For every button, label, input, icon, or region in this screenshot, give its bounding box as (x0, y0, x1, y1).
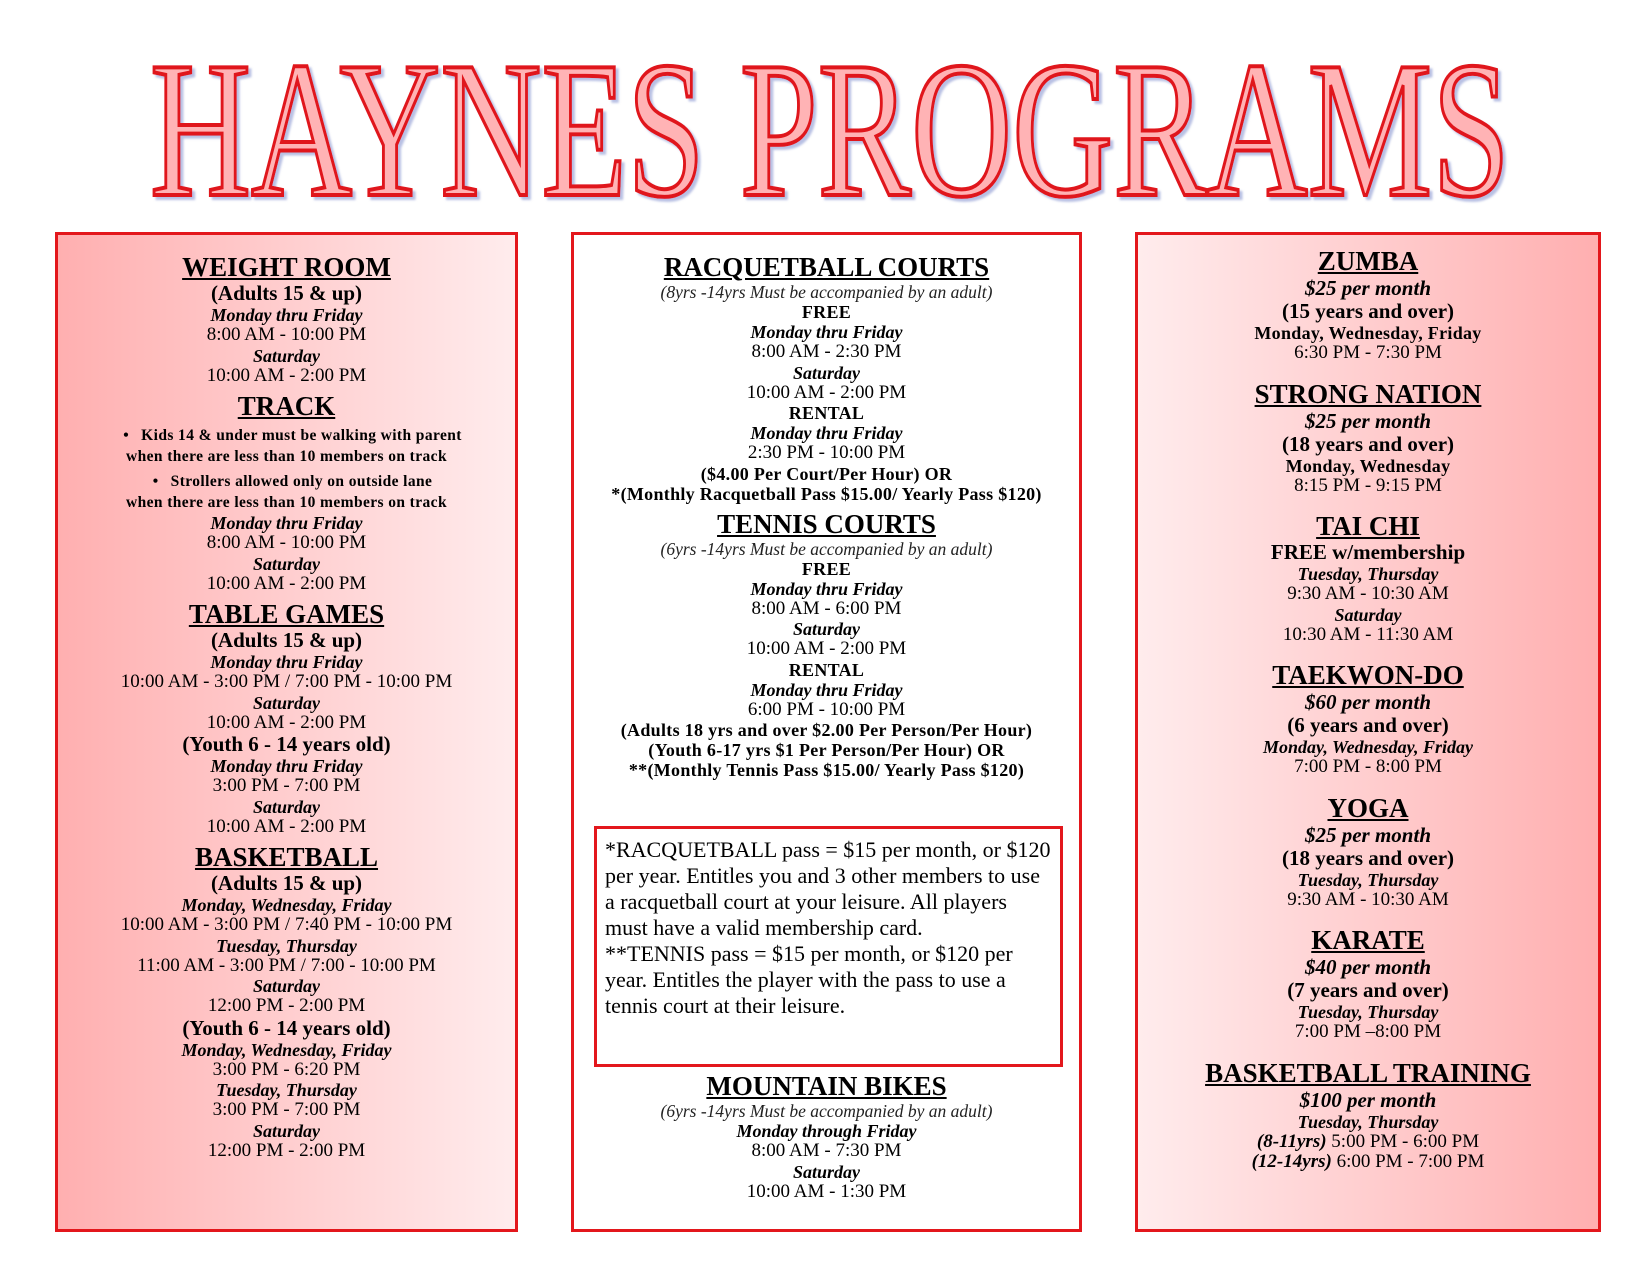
time-range: 10:00 AM - 2:00 PM (746, 381, 907, 403)
days-label: Saturday (252, 692, 321, 713)
days-label: Tuesday, Thursday (216, 935, 357, 956)
audience-label: (Adults 15 & up) (210, 628, 363, 652)
days-label: Monday thru Friday (750, 578, 903, 599)
days-label: Monday thru Friday (750, 423, 903, 443)
time-range: 10:00 AM - 2:00 PM (206, 364, 367, 386)
info-line: Monday, Wednesday, Friday (1254, 323, 1482, 343)
days-label: Saturday (252, 345, 321, 366)
info-line: (Youth 6-17 yrs $1 Per Person/Per Hour) OR (648, 740, 1005, 760)
section-heading: ZUMBA (1317, 246, 1419, 276)
time-range: 8:15 PM - 9:15 PM (1294, 474, 1442, 496)
age-note: (6yrs -14yrs Must be accompanied by an adult) (660, 538, 993, 559)
days-label: Monday thru Friday (210, 305, 363, 325)
info-line: **(Monthly Tennis Pass $15.00/ Yearly Pass $120) (628, 760, 1025, 780)
tennis-pass-note: **TENNIS pass = $15 per month, or $120 per year. Entitles the player with the pass to use a tennis court at their leisure. (605, 941, 1013, 1018)
bullet-icon: • (152, 473, 159, 490)
track-rule: when there are less than 10 members on track (126, 448, 447, 465)
time-range: 12:00 PM - 2:00 PM (207, 995, 366, 1016)
age-note: (8yrs -14yrs Must be accompanied by an adult) (660, 282, 993, 302)
audience-label: (Adults 15 & up) (210, 871, 363, 895)
mountain-bikes-section (574, 1066, 1079, 1202)
days-label: Monday thru Friday (210, 513, 363, 533)
days-label: Monday thru Friday (750, 322, 903, 342)
time-range: 10:00 AM - 2:00 PM (206, 572, 367, 594)
bullet-icon: • (123, 427, 130, 444)
age-group-label: (8-11yrs) (1256, 1130, 1327, 1152)
time-range: 6:30 PM - 7:30 PM (1294, 342, 1442, 363)
section-heading: WEIGHT ROOM (182, 252, 391, 282)
time-range: 6:00 PM - 7:00 PM (1331, 1151, 1485, 1172)
time-range: 10:00 AM - 1:30 PM (746, 1180, 907, 1202)
age-group-time (1138, 1132, 1598, 1153)
time-range: 5:00 PM - 6:00 PM (1326, 1130, 1480, 1152)
info-line: Monday, Wednesday (1285, 455, 1451, 476)
audience-label: (7 years and over) (1287, 978, 1449, 1002)
days-label: Monday, Wednesday, Friday (181, 895, 392, 915)
time-range: 6:00 PM - 10:00 PM (747, 698, 906, 720)
time-range: 10:00 AM - 3:00 PM / 7:00 PM - 10:00 PM (120, 671, 453, 692)
time-range: 12:00 PM - 2:00 PM (207, 1139, 366, 1161)
track-rule-text: Strollers allowed only on outside lane (170, 473, 433, 490)
days-label: Monday through Friday (736, 1121, 917, 1141)
days-label: Tuesday, Thursday (1297, 564, 1439, 584)
section-heading: KARATE (1311, 925, 1425, 955)
time-range: 7:00 PM –8:00 PM (1294, 1021, 1442, 1042)
days-label: Tuesday, Thursday (1297, 869, 1439, 890)
time-range: 9:30 AM - 10:30 AM (1287, 583, 1449, 604)
age-group-label: (12-14yrs) (1251, 1151, 1332, 1172)
days-label: Saturday (252, 796, 321, 817)
audience-label: (Youth 6 - 14 years old) (182, 1015, 391, 1040)
right-panel-classes (1135, 232, 1601, 1232)
audience-label: (18 years and over) (1281, 845, 1455, 870)
days-label: Tuesday, Thursday (1297, 1002, 1439, 1022)
time-range: 8:00 AM - 10:00 PM (206, 532, 367, 553)
section-heading: TAEKWON-DO (1272, 660, 1464, 690)
info-line: ($4.00 Per Court/Per Hour) OR (700, 463, 953, 484)
track-rule: when there are less than 10 members on track (126, 494, 447, 511)
time-range: 10:00 AM - 2:00 PM (206, 711, 367, 733)
section-heading: BASKETBALL (194, 842, 379, 872)
title-text: HAYNES PROGRAMS (150, 40, 1510, 215)
section-heading: TENNIS COURTS (717, 508, 936, 539)
time-range: 7:00 PM - 8:00 PM (1294, 756, 1442, 777)
time-range: 10:00 AM - 2:00 PM (206, 815, 367, 837)
days-label: Monday, Wednesday, Friday (181, 1039, 392, 1060)
price-label: $100 per month (1299, 1087, 1437, 1112)
days-label: Saturday (252, 1120, 321, 1141)
time-range: 3:00 PM - 7:00 PM (212, 775, 361, 796)
left-panel-programs (55, 232, 518, 1232)
section-heading: TAI CHI (1316, 511, 1420, 541)
time-range: 8:00 AM - 2:30 PM (751, 341, 902, 362)
audience-label: (6 years and over) (1287, 713, 1449, 737)
time-range: 10:30 AM - 11:30 AM (1282, 623, 1454, 645)
days-label: Tuesday, Thursday (1297, 1111, 1439, 1132)
section-heading: STRONG NATION (1254, 378, 1482, 409)
days-label: Saturday (792, 1161, 861, 1182)
audience-label: FREE w/membership (1270, 540, 1466, 564)
info-line: RENTAL (788, 403, 865, 423)
days-label: Monday, Wednesday, Friday (1263, 737, 1473, 757)
time-range: 9:30 AM - 10:30 AM (1287, 888, 1449, 910)
price-label: $40 per month (1304, 955, 1432, 979)
time-range: 8:00 AM - 10:00 PM (206, 324, 367, 345)
age-group-time (1138, 1152, 1598, 1173)
days-label: Saturday (792, 619, 861, 639)
price-label: $25 per month (1304, 408, 1432, 433)
time-range: 10:00 AM - 3:00 PM / 7:40 PM - 10:00 PM (120, 914, 453, 935)
section-heading: BASKETBALL TRAINING (1205, 1057, 1531, 1088)
time-range: 10:00 AM - 2:00 PM (746, 638, 907, 659)
price-label: $60 per month (1304, 690, 1432, 714)
price-label: $25 per month (1304, 276, 1432, 300)
track-rule-text: Kids 14 & under must be walking with parent (141, 427, 462, 444)
days-label: Saturday (252, 976, 321, 996)
section-heading: TRACK (237, 391, 336, 421)
pass-note-box (594, 826, 1063, 1067)
days-label: Monday thru Friday (210, 652, 363, 672)
age-note: (6yrs -14yrs Must be accompanied by an adult) (660, 1101, 993, 1121)
info-line: RENTAL (788, 659, 865, 680)
section-heading: TABLE GAMES (188, 599, 385, 629)
price-label: $25 per month (1304, 822, 1432, 847)
time-range: 3:00 PM - 7:00 PM (212, 1099, 361, 1120)
info-line: FREE (801, 558, 852, 579)
time-range: 8:00 AM - 7:30 PM (751, 1140, 902, 1161)
audience-label: (18 years and over) (1281, 431, 1455, 456)
days-label: Tuesday, Thursday (216, 1080, 357, 1100)
time-range: 2:30 PM - 10:00 PM (747, 442, 906, 463)
section-heading: YOGA (1327, 792, 1409, 823)
page-title (140, 40, 1520, 215)
time-range: 11:00 AM - 3:00 PM / 7:00 - 10:00 PM (137, 954, 436, 976)
audience-label: (Youth 6 - 14 years old) (182, 732, 391, 756)
section-heading: MOUNTAIN BIKES (706, 1071, 947, 1101)
days-label: Monday thru Friday (750, 679, 903, 700)
info-line: FREE (801, 302, 852, 322)
days-label: Saturday (1334, 604, 1402, 625)
audience-label: (15 years and over) (1281, 299, 1455, 323)
days-label: Saturday (792, 362, 861, 383)
racquetball-pass-note: *RACQUETBALL pass = $15 per month, or $120 per year. Entitles you and 3 other members to use a racquetball court at your leisure. All players must have a valid membership card. (605, 837, 1051, 940)
track-rule-bullet (58, 425, 515, 446)
info-line: (Adults 18 yrs and over $2.00 Per Person/Per Hour) (620, 720, 1033, 740)
time-range: 3:00 PM - 6:20 PM (212, 1058, 361, 1080)
days-label: Monday thru Friday (210, 756, 363, 776)
time-range: 8:00 AM - 6:00 PM (751, 597, 902, 619)
section-heading: RACQUETBALL COURTS (663, 252, 990, 282)
info-line: *(Monthly Racquetball Pass $15.00/ Yearly Pass $120) (611, 483, 1042, 504)
audience-label: (Adults 15 & up) (210, 281, 363, 305)
track-rule-bullet (58, 471, 515, 492)
days-label: Saturday (252, 553, 321, 574)
